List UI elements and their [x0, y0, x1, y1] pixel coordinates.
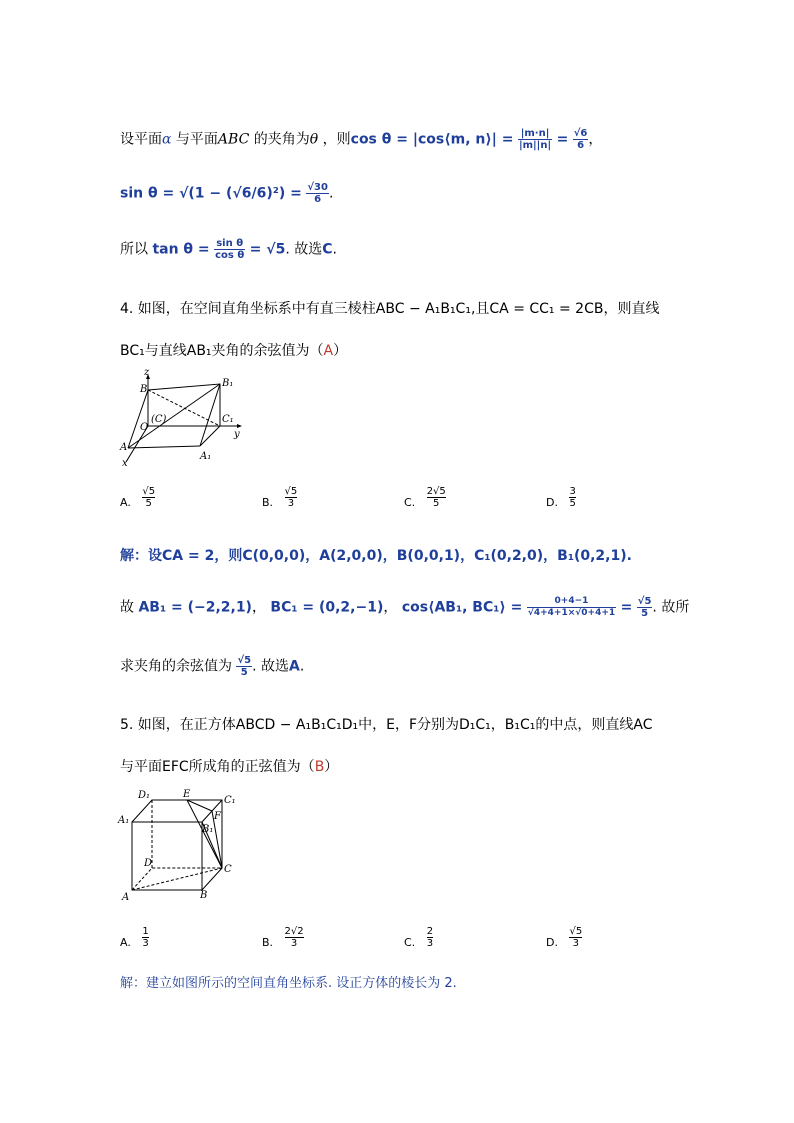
punct: ， [588, 131, 603, 148]
text: 求夹角的余弦值为 [120, 658, 232, 675]
denominator: 5 [641, 608, 649, 619]
q5-line-2 [120, 756, 338, 776]
choice-answer: A [289, 658, 300, 675]
text: BC₁与直线AB₁夹角的余弦值为（ [120, 343, 324, 359]
q4-prism-figure [118, 366, 248, 468]
text: 的夹角为 [253, 131, 310, 148]
denominator: 6 [577, 140, 585, 151]
label-o: O [140, 422, 149, 433]
q5-cube-figure [116, 786, 246, 902]
option-label: B. [262, 936, 274, 949]
edge-ba [128, 390, 148, 448]
numerator: 2√2 [284, 926, 304, 937]
numerator: 2 [426, 926, 434, 937]
punct: . [299, 658, 305, 675]
label-x: x [122, 458, 128, 468]
q5-option-c[interactable] [404, 926, 433, 949]
numerator: √6 [573, 128, 588, 139]
numerator: |m·n| [518, 128, 552, 140]
fraction [236, 655, 252, 678]
option-fraction [569, 926, 582, 949]
line-ef [187, 800, 212, 811]
fraction [306, 182, 329, 205]
numerator: √5 [637, 596, 652, 607]
var-theta: θ [309, 131, 319, 148]
q5-option-d[interactable] [546, 926, 582, 949]
label-d1: D₁ [138, 790, 151, 801]
label-b: B [200, 890, 208, 901]
numerator: √5 [237, 655, 252, 666]
numerator: sin θ [214, 238, 245, 250]
text: 故 [120, 599, 134, 616]
back-edges [132, 800, 222, 890]
text: ） [324, 759, 339, 775]
line-ac [132, 868, 222, 890]
q4-solution-line-3 [120, 655, 304, 678]
denominator: 3 [142, 938, 149, 949]
denominator: |m||n| [518, 140, 552, 151]
fraction [214, 238, 245, 261]
label-c1: C₁ [224, 795, 236, 806]
punct: . [332, 241, 337, 258]
q4-line-1: 4. 如图，在空间直角坐标系中有直三棱柱ABC − A₁B₁C₁,且CA = CC₁ = 2CB，则直线 [120, 301, 660, 317]
option-fraction [427, 926, 433, 949]
option-fraction [142, 926, 148, 949]
equals: = [620, 599, 633, 616]
solution-text: 建立如图所示的空间直角坐标系. 设正方体的棱长为 2. [146, 976, 457, 991]
text: . 故选 [252, 658, 289, 675]
var-abc: ABC [217, 131, 250, 148]
label-a: A [120, 442, 128, 453]
numerator: √5 [142, 486, 156, 497]
text: ，则 [322, 131, 351, 148]
front-face [132, 822, 202, 890]
math-tan: tan θ = [152, 241, 210, 258]
denominator: 3 [572, 938, 580, 949]
numerator: 1 [142, 926, 149, 937]
label-y: y [234, 429, 240, 440]
fraction [573, 128, 589, 151]
text: ） [333, 343, 348, 359]
text: 设平面 [120, 131, 162, 148]
vector-ab1: AB₁ = (−2,2,1) [138, 599, 252, 616]
solution-line-3 [120, 238, 337, 261]
option-fraction [427, 486, 446, 509]
denominator: 5 [145, 498, 152, 509]
label-a: A [122, 892, 130, 902]
label-z: z [144, 367, 150, 378]
label-f: F [214, 811, 221, 822]
vector-bc1: BC₁ = (0,2,−1) [270, 599, 384, 616]
solution-line-2 [120, 182, 333, 205]
numerator: 2√5 [426, 486, 446, 497]
q4-option-c[interactable] [404, 486, 446, 509]
option-label: D. [546, 936, 558, 949]
fraction [527, 596, 616, 619]
denominator: 5 [240, 667, 248, 678]
label-a1: A₁ [200, 451, 212, 462]
q4-solution-line-1: 解：设CA = 2，则C(0,0,0)，A(2,0,0)，B(0,0,1)，C₁(0,2,0)，B₁(0,2,1). [120, 548, 632, 564]
label-c1: C₁ [222, 414, 234, 425]
option-label: A. [120, 936, 131, 949]
option-label: D. [546, 496, 558, 509]
edge-aa1 [128, 446, 200, 448]
equals: = [556, 131, 569, 148]
q5-option-a[interactable] [120, 926, 149, 949]
y-arrow [237, 424, 242, 428]
label-b: B [140, 384, 148, 395]
q4-solution-line-2: 故 AB₁ = (−2,2,1)， BC₁ = (0,2,−1)， cos⟨AB₁, BC₁⟩ = $\frac{0+4-1}{√4+4+1\times√0+4+1}$ = $\frac{√5}{5}$ . 故所 [120, 596, 690, 619]
text: . 故所 [652, 599, 690, 616]
solution-label: 解： [120, 976, 147, 991]
numerator: 0+4−1 [527, 596, 616, 608]
math-result: = √5 [249, 241, 286, 258]
denominator: √4+4+1×√0+4+1 [527, 608, 616, 618]
denominator: 3 [290, 938, 298, 949]
q5-solution [120, 972, 457, 991]
q4-line-2 [120, 340, 347, 360]
q5-line-1: 5. 如图，在正方体ABCD − A₁B₁C₁D₁中，E，F分别为D₁C₁，B₁C₁的中点，则直线AC [120, 717, 653, 733]
denominator: cos θ [215, 250, 245, 261]
option-label: C. [404, 496, 416, 509]
option-fraction [142, 486, 155, 509]
label-b1: B₁ [202, 824, 214, 835]
solution-line-1 [120, 128, 602, 151]
choice-answer: C [322, 241, 333, 258]
label-b1: B₁ [222, 378, 234, 389]
q4-option-a[interactable] [120, 486, 155, 509]
option-fraction [285, 486, 298, 509]
numerator: 3 [569, 486, 576, 497]
option-fraction [285, 926, 304, 949]
option-label: B. [262, 496, 274, 509]
label-d: D [144, 858, 153, 869]
punct: . [328, 185, 334, 202]
q4-option-d[interactable] [546, 486, 576, 509]
label-a1: A₁ [118, 815, 130, 826]
math-cos: cos⟨AB₁, BC₁⟩ = [401, 599, 523, 616]
math-cos: cos θ = |cos⟨m, n⟩| = [350, 131, 514, 148]
label-e: E [183, 789, 191, 800]
label-c: (C) [151, 414, 167, 425]
option-label: A. [120, 496, 131, 509]
fraction [518, 128, 552, 151]
denominator: 3 [426, 938, 434, 949]
label-c: C [224, 864, 232, 875]
numerator: √5 [284, 486, 298, 497]
denominator: 6 [314, 194, 322, 205]
text: 与平面 [175, 131, 218, 148]
numerator: √5 [569, 926, 583, 937]
denominator: 5 [433, 498, 440, 509]
math-sin: sin θ = √(1 − (√6/6)²) = [120, 185, 302, 202]
var-alpha: α [162, 131, 172, 148]
text: . 故选 [285, 241, 323, 258]
option-label: C. [404, 936, 416, 949]
numerator: √30 [307, 182, 328, 193]
fraction [637, 596, 653, 619]
text: 所以 [120, 241, 148, 258]
q4-option-b[interactable] [262, 486, 297, 509]
denominator: 3 [287, 498, 295, 509]
answer-mark: A [323, 343, 334, 359]
answer-mark: B [314, 759, 325, 775]
option-fraction [569, 486, 575, 509]
denominator: 5 [569, 498, 576, 509]
q5-option-b[interactable] [262, 926, 304, 949]
text: 与平面EFC所成角的正弦值为（ [120, 759, 315, 775]
